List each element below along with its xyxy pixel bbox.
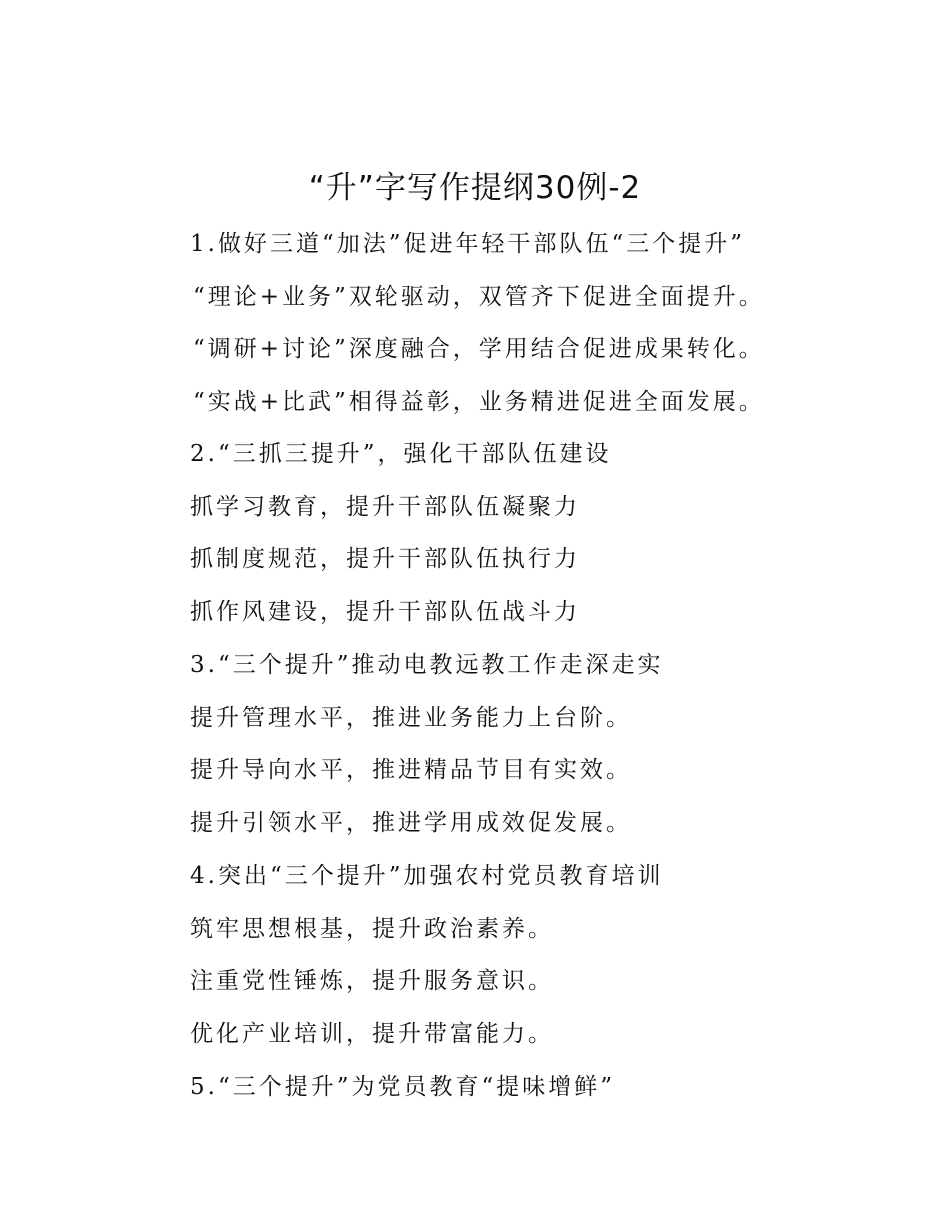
- heading-1: 1.做好三道“加法”促进年轻干部队伍“三个提升”: [190, 231, 745, 257]
- text-line: 抓作风建设，提升干部队伍战斗力: [190, 599, 580, 625]
- text-line: 优化产业培训，提升带富能力。: [190, 1021, 554, 1047]
- text-line: 提升导向水平，推进精品节目有实效。: [190, 757, 632, 783]
- text-line: 筑牢思想根基，提升政治素养。: [190, 916, 554, 942]
- text-line: 抓制度规范，提升干部队伍执行力: [190, 546, 580, 572]
- document-title: “升”字写作提纲30例-2: [308, 170, 642, 206]
- heading-2: 2.“三抓三提升”，强化干部队伍建设: [190, 441, 612, 467]
- text-line: 抓学习教育，提升干部队伍凝聚力: [190, 494, 580, 520]
- heading-4: 4.突出“三个提升”加强农村党员教育培训: [190, 863, 664, 889]
- text-line: “实战+比武”相得益彰，业务精进促进全面发展。: [193, 389, 765, 415]
- text-line: 注重党性锤炼，提升服务意识。: [190, 968, 554, 994]
- text-line: 提升引领水平，推进学用成效促发展。: [190, 810, 632, 836]
- text-line: 提升管理水平，推进业务能力上台阶。: [190, 705, 632, 731]
- heading-3: 3.“三个提升”推动电教远教工作走深走实: [190, 652, 664, 678]
- text-line: “调研+讨论”深度融合，学用结合促进成果转化。: [193, 336, 765, 362]
- heading-5: 5.“三个提升”为党员教育“提味增鲜”: [190, 1074, 615, 1100]
- text-line: “理论+业务”双轮驱动，双管齐下促进全面提升。: [193, 284, 765, 310]
